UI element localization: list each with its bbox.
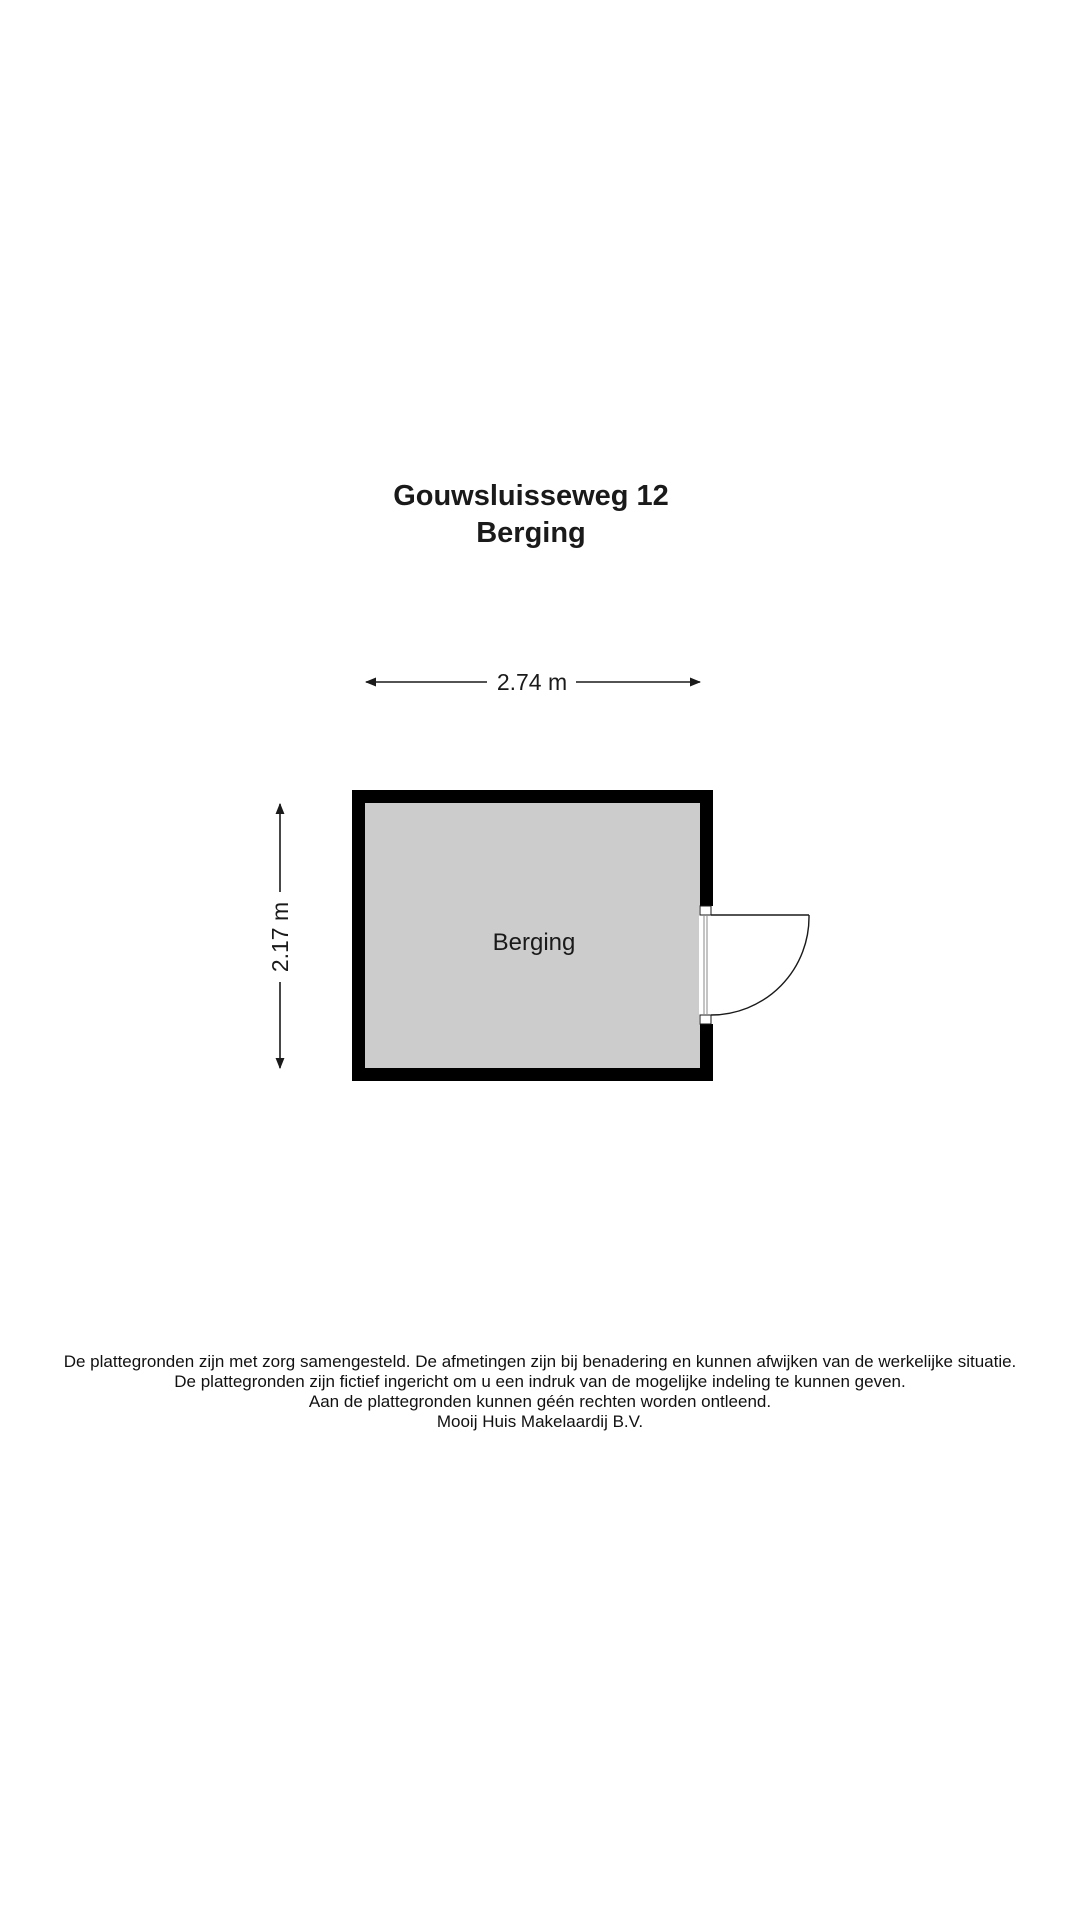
door-frame-bottom <box>700 1015 711 1024</box>
room-label: Berging <box>492 929 576 956</box>
height-dimension <box>267 804 293 1068</box>
disclaimer-line: Aan de plattegronden kunnen géén rechten worden ontleend. <box>308 1392 772 1411</box>
address-title: Gouwsluisseweg 12 <box>393 480 669 512</box>
company-name: Mooij Huis Makelaardij B.V. <box>436 1412 644 1431</box>
height-label: 2.17 m <box>267 901 293 973</box>
door-frame-top <box>700 906 711 915</box>
room-storage <box>352 790 713 1081</box>
disclaimer <box>0 1352 1080 1432</box>
floor-title: Berging <box>476 517 586 549</box>
width-label: 2.74 m <box>496 669 568 695</box>
disclaimer-line: De plattegronden zijn fictief ingericht om u een indruk van de mogelijke indeling te kunnen geven. <box>174 1372 906 1391</box>
width-dimension <box>366 669 700 695</box>
disclaimer-line: De plattegronden zijn met zorg samengesteld. De afmetingen zijn bij benadering en kunnen afwijken van de werkelijke situatie. <box>63 1352 1017 1371</box>
door <box>699 906 809 1024</box>
door-swing-arc <box>711 915 809 1015</box>
